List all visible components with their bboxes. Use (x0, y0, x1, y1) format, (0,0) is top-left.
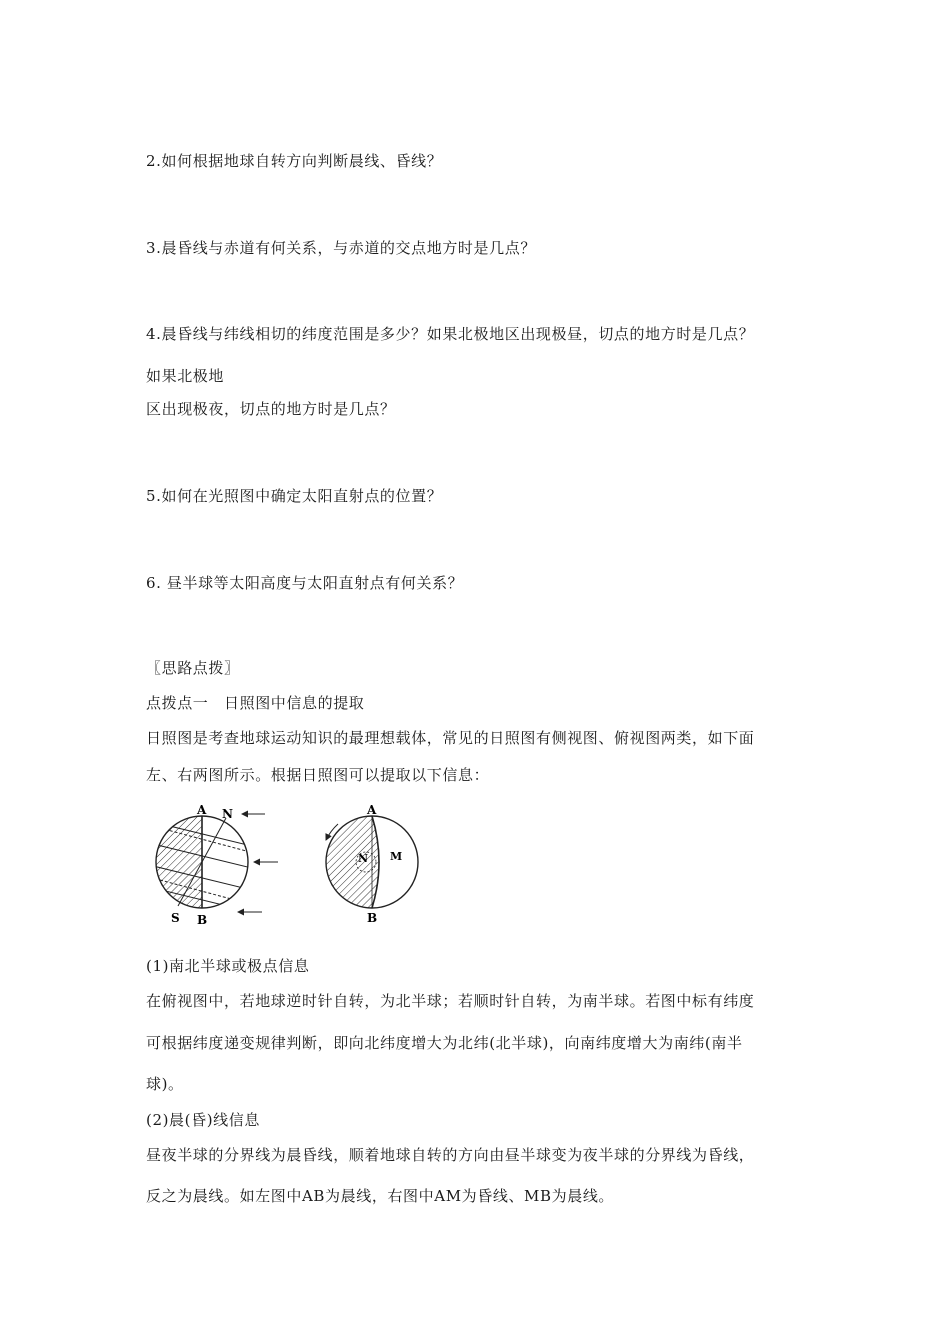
right-label-n: N (358, 852, 369, 865)
right-label-b: B (367, 911, 378, 925)
night-hemisphere-shading (150, 810, 202, 920)
right-polar-view-diagram (326, 803, 418, 925)
question-5: 5.如何在光照图中确定太阳直射点的位置？ (146, 487, 443, 505)
point-1-line-1: 在俯视图中，若地球逆时针自转，为北半球；若顺时针自转，为南半球。若图中标有纬度 (146, 992, 755, 1010)
question-2: 2.如何根据地球自转方向判断晨线、昏线？ (146, 152, 443, 170)
intro-line-1: 日照图是考查地球运动知识的最理想载体，常见的日照图有侧视图、俯视图两类，如下面 (146, 729, 755, 747)
night-area-shading (326, 816, 379, 908)
question-6: 6. 昼半球等太阳高度与太阳直射点有何关系？ (146, 574, 464, 592)
section-subheading: 点拨点一 日照图中信息的提取 (146, 694, 365, 712)
left-label-s: S (171, 911, 180, 925)
question-4-line-3: 区出现极夜，切点的地方时是几点？ (146, 400, 396, 418)
left-label-a: A (197, 803, 207, 817)
point-1-title: (1)南北半球或极点信息 (146, 957, 310, 975)
left-label-b: B (197, 913, 208, 927)
question-4-line-1: 4.晨昏线与纬线相切的纬度范围是多少？如果北极地区出现极昼，切点的地方时是几点？ (146, 325, 755, 343)
point-1-line-2: 可根据纬度递变规律判断，即向北纬度增大为北纬(北半球)，向南纬度增大为南纬(南半 (146, 1034, 743, 1052)
point-2-title: (2)晨(昏)线信息 (146, 1111, 260, 1129)
question-3: 3.晨昏线与赤道有何关系，与赤道的交点地方时是几点？ (146, 239, 536, 257)
right-label-a: A (367, 803, 377, 817)
sunlight-diagrams-svg (150, 800, 450, 930)
point-2-line-1: 昼夜半球的分界线为晨昏线，顺着地球自转的方向由昼半球变为夜半球的分界线为昏线， (146, 1146, 755, 1164)
left-side-view-diagram (150, 803, 278, 930)
point-1-line-3: 球)。 (146, 1075, 184, 1093)
right-label-m: M (390, 850, 403, 863)
question-4-line-2: 如果北极地 (146, 367, 225, 385)
section-heading: 〖思路点拨〗 (146, 659, 240, 677)
point-2-line-2: 反之为晨线。如左图中AB为晨线，右图中AM为昏线、MB为晨线。 (146, 1187, 615, 1205)
sunlight-diagrams (150, 800, 450, 934)
left-label-n: N (222, 807, 233, 821)
intro-line-2: 左、右两图所示。根据日照图可以提取以下信息： (146, 766, 490, 784)
